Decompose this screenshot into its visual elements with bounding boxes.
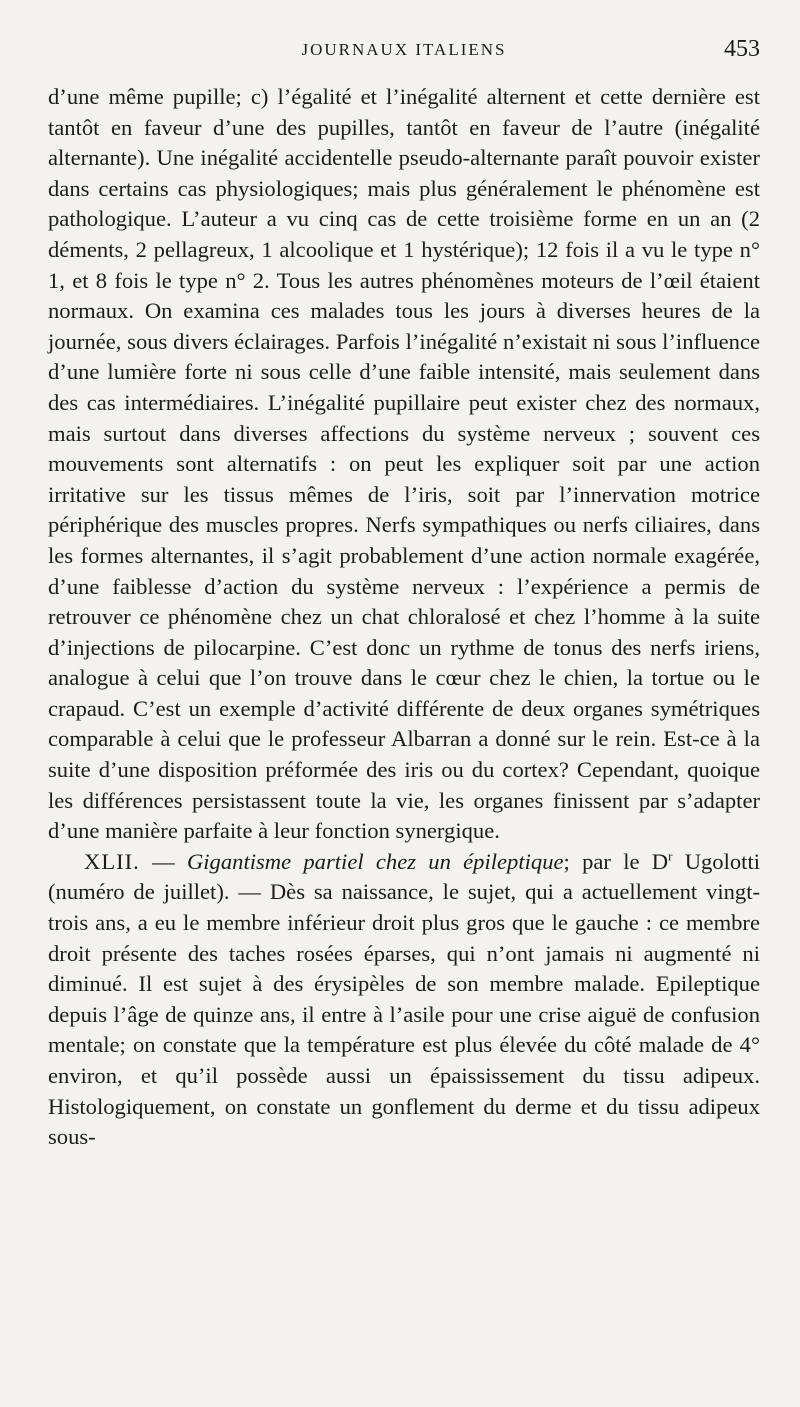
section-number: XLII. [84,848,140,874]
running-title: JOURNAUX ITALIENS [301,40,507,59]
page-header [48,0,760,82]
section-dash: — [139,848,187,874]
doctor-abbrev-superscript: r [668,848,673,864]
body-text [48,82,760,1153]
page-number: 453 [724,36,760,62]
section-title: Gigantisme partiel chez un épileptique [186,848,564,874]
section-byline: ; par le [563,848,652,874]
paragraph-pupil-inequality: d’une même pupille; c) l’égalité et l’inégalité alternent et cette dernière est tantôt en faveur d’une des pupilles, tantôt en faveur de l’autre (inégalité alternante). Une inégalité accidentelle pseudo-alternante paraît pouvoir exister dans certains cas physiologiques; mais plus généralement le phénomène est pathologique. L’auteur a vu cinq cas de cette troisième forme en un an (2 déments, 2 pellagreux, 1 alcoolique et 1 hystérique); 12 fois il a vu le type n° 1, et 8 fois le type n° 2. Tous les autres phénomènes moteurs de l’œil étaient normaux. On examina ces malades tous les jours à diverses heures de la journée, sous divers éclairages. Parfois l’inégalité n’existait ni sous l’influence d’une lumière forte ni sous celle d’une faible intensité, mais seulement dans des cas intermédiaires. L’inégalité pupillaire peut exister chez des normaux, mais surtout dans diverses affections du système nerveux ; souvent ces mouvements sont alternatifs : on peut les expliquer soit par une action irritative sur les tissus mêmes de l’iris, soit par l’innervation motrice périphérique des muscles propres. Nerfs sympathiques ou nerfs ciliaires, dans les formes alternantes, il s’agit probablement d’une action normale exagérée, d’une faiblesse d’action du système nerveux : l’expérience a permis de retrouver ce phénomène chez un chat chloralosé et chez l’homme à la suite d’injections de pilocarpine. C’est donc un rythme de tonus des nerfs iriens, analogue à celui que l’on trouve dans le cœur chez le chien, la tortue ou le crapaud. C’est un exemple d’activité différente de deux organes symétriques comparable à celui que le professeur Albarran a donné sur le rein. Est-ce à la suite d’une disposition préformée des iris ou du cortex? Cependant, quoique les différences persistassent toute la vie, les organes finissent par s’adapter d’une manière parfaite à leur fonction synergique. [48,84,760,844]
doctor-abbrev: D [651,848,669,874]
section-body: Ugolotti (numéro de juillet). — Dès sa naissance, le sujet, qui a actuellement vingt-trois ans, a eu le membre inférieur droit plus gros que le gauche : ce membre droit présente des taches rosées éparses, qui n’ont jamais ni augmenté ni diminué. Il est sujet à des érysipèles de son membre malade. Epileptique depuis l’âge de quinze ans, il entre à l’asile pour une crise aiguë de confusion mentale; on constate que la température est plus élevée du côté malade de 4° environ, et qu’il possède aussi un épaississement du tissu adipeux. Histologiquement, on constate un gonflement du derme et du tissu adipeux sous- [48,848,761,1150]
section-xlii [48,847,760,1153]
